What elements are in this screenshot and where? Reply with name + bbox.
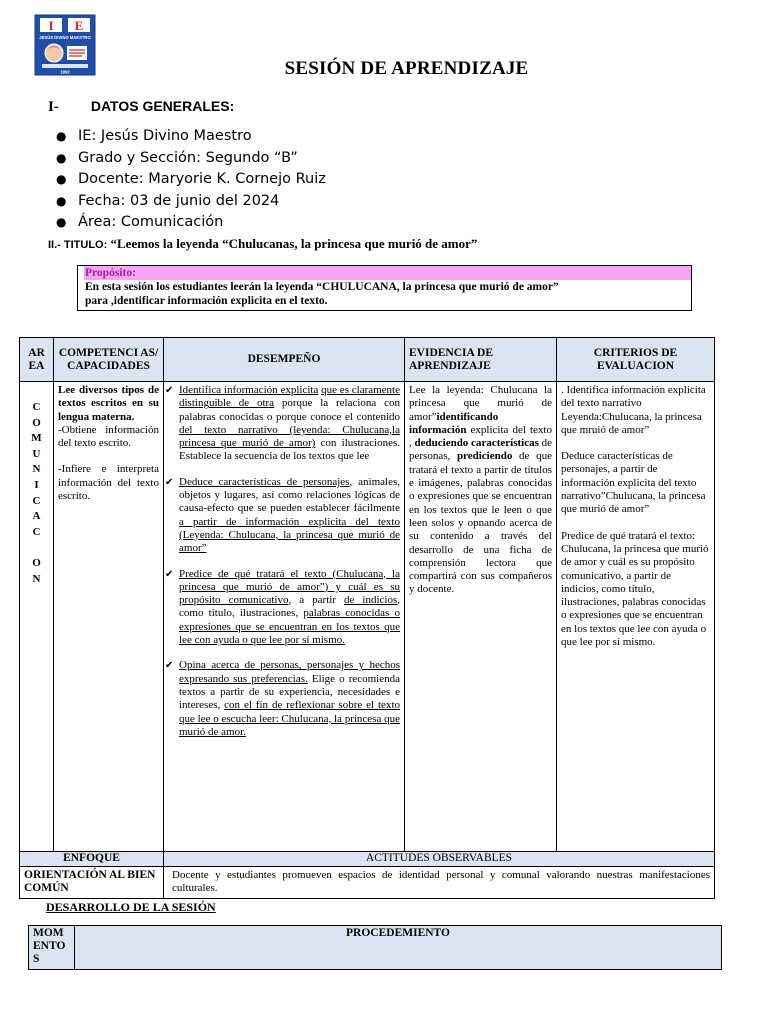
bullet-icon: ● [56, 150, 67, 165]
procedure-table [28, 925, 722, 970]
area-letter: O [32, 556, 41, 569]
header-competencias: COMPETENCI AS/ CAPACIDADES [54, 338, 164, 382]
evidencia-part: identificando información [409, 410, 499, 436]
section-1-number: I- [48, 99, 59, 115]
learning-table [19, 337, 715, 899]
desarrollo-heading: DESARROLLO DE LA SESIÓN [46, 900, 216, 914]
evidencia-part: deduciendo características [414, 437, 539, 450]
area-letter: M [31, 432, 42, 445]
desempeno-item-3 [165, 568, 400, 648]
area-letter: C [32, 525, 41, 538]
logo-school-name: JESÚS DIVINO MAESTRO [39, 35, 91, 40]
criterio-2: Deduce características de personajes, a partir de información explicita del texto narrativo”Chulucana, la princesa que murió de amor” [561, 450, 706, 516]
header-area: AR EA [20, 338, 54, 382]
procedimiento-header: PROCEDEMIENTO [75, 926, 722, 970]
list-item [56, 212, 326, 234]
d3-part: , a partir [288, 594, 345, 607]
d3-part: palabras conocidas o expresiones que se encuentran en los textos que lee con ayuda o que lee por sí mismo. [179, 607, 400, 647]
purpose-box [77, 265, 692, 311]
area-letter [24, 540, 49, 556]
area-letter: U [32, 447, 41, 460]
capacidad-1: -Obtiene información del texto escrito. [58, 423, 159, 450]
section-1-label: DATOS GENERALES: [90, 98, 235, 114]
orientacion-row [20, 867, 715, 899]
momentos-header: MOM ENTO S [29, 926, 75, 970]
bullet-icon: ● [56, 129, 67, 143]
page-title: SESIÓN DE APRENDIZAJE [284, 58, 529, 79]
d2-part: a partir de información explicita del texto (Leyenda: Chulucana, la princesa que murió de amor” [179, 515, 400, 555]
check-icon: ✔ [165, 385, 174, 396]
info-grade: Grado y Sección: Segundo “B” [78, 149, 298, 166]
list-item [56, 191, 326, 213]
evidencia-part: de personas, [409, 437, 552, 463]
bullet-icon: ● [56, 215, 67, 229]
evidencia-cell [405, 382, 557, 852]
evidencia-part: de que tratará el texto a partir de títulos e imágenes, palabras conocidas o expresiones que se encuentran en los textos que le leen o que leen solos y opnando acerca de su contenido a través del desarrollo de una ficha de comprensión lectora que compartirá con sus compañeros y docente. [409, 450, 552, 596]
orientacion-text: Docente y estudiantes promueven espacios de identidad personal y comunal valorando nuestras manifestaciones culturales. [164, 867, 715, 899]
criterio-3: Predice de qué tratará el texto: Chulucana, la princesa que murió de amor y cuál es su propósito comunicativo, a partir de indicios, como título, ilustraciones, palabras conocidas o expresiones que se encuentran en los textos que lee con ayuda o que lee por sí mismo. [561, 529, 709, 649]
purpose-line-1: En esta sesión los estudiantes leerán la leyenda “CHULUCANA, la princesa que murió de amor” [85, 281, 559, 293]
logo-year: 1992 [60, 69, 70, 75]
capacidad-2: -Infiere e interpreta información del texto escrito. [58, 463, 159, 503]
d3-part: de indicios [344, 594, 398, 607]
evidencia-part: prediciendo [456, 450, 513, 463]
check-icon: ✔ [165, 476, 174, 488]
desempeno-item-4 [165, 659, 400, 739]
area-letter: N [32, 572, 41, 585]
check-icon: ✔ [165, 568, 174, 580]
desempeno-item-1 [165, 384, 400, 464]
header-criterios: CRITERIOS DE EVALUACION [557, 338, 715, 382]
list-item [56, 148, 326, 170]
general-data-list [56, 126, 326, 234]
d1-part: porque la relaciona con palabras conocidas o porque conoce el contenido [179, 397, 400, 423]
d4-part: Opina acerca de personas, personajes y hechos expresando sus preferencias. [179, 659, 400, 685]
area-letter: C [32, 494, 41, 507]
orientacion-label: ORIENTACIÓN AL BIEN COMÚN [20, 867, 164, 899]
table-row [20, 382, 715, 852]
desempeno-cell [164, 382, 405, 852]
header-desempeno: DESEMPEÑO [164, 338, 405, 382]
area-letter: I [34, 478, 39, 491]
d1-part: con ilustraciones. Establece la secuencia de los textos que lee [179, 437, 400, 463]
logo-letter-i: I [48, 18, 54, 33]
bullet-icon: ● [56, 193, 67, 208]
actitudes-label: ACTITUDES OBSERVABLES [164, 852, 715, 867]
area-cell [20, 382, 54, 852]
section-2-label: II.- TITULO: [48, 239, 108, 251]
d4-part: Elige o recomienda textos a partir de su experiencia, necesidades e intereses, [179, 672, 400, 712]
section-1-heading [48, 98, 234, 116]
section-2-text: “Leemos la leyenda “Chulucanas, la princesa que murió de amor” [110, 236, 478, 251]
d1-part: del texto narrativo (leyenda: Chulucana,la princesa que murió de amor) [179, 423, 400, 450]
header-evidencia: EVIDENCIA DE APRENDIZAJE [405, 338, 557, 382]
bullet-icon: ● [56, 172, 67, 186]
procedure-header-row [29, 926, 722, 970]
criterio-1: . Identifica información explicita del texto narrativo Leyenda:Chulucana, la princesa que mruió de amor” [561, 384, 706, 436]
d1-part: que es claramente distinguible de otra [179, 384, 400, 410]
section-2-title [48, 236, 477, 252]
area-letter: A [32, 510, 41, 523]
purpose-line-2: para ,identificar información explicita en el texto. [85, 295, 328, 307]
table-header-row [20, 338, 715, 382]
check-icon: ✔ [165, 660, 174, 672]
area-letter: N [32, 463, 41, 476]
criterios-cell [557, 382, 715, 852]
area-letter: C [32, 401, 41, 413]
logo-letter-e: E [74, 18, 84, 33]
list-item [56, 126, 326, 148]
d1-part: Identifica información explicita [179, 384, 319, 396]
evidencia-part: explicita del texto , [409, 423, 552, 450]
info-date: Fecha: 03 de junio del 2024 [78, 192, 280, 209]
competencia-title: Lee diversos tipos de textos escritos en su lengua materna. [58, 384, 159, 423]
info-area: Área: Comunicación [78, 214, 224, 230]
info-teacher: Docente: Maryorie K. Cornejo Ruiz [78, 171, 326, 187]
area-letter: O [32, 416, 41, 429]
purpose-heading: Propósito: [84, 266, 691, 280]
d2-part: Deduce características de personajes [179, 475, 350, 488]
info-school: IE: Jesús Divino Maestro [78, 128, 252, 144]
d3-part: , como título, ilustraciones, [179, 594, 401, 620]
list-item [56, 169, 326, 191]
d3-part: Predice de qué tratará el texto (Chulucana, la princesa que murió de amor”) y cuál es su propósito comunicativo [179, 567, 400, 607]
competencia-cell [54, 382, 164, 852]
desempeno-item-2 [165, 476, 400, 556]
enfoque-row [20, 852, 715, 867]
enfoque-label: ENFOQUE [20, 852, 164, 867]
d2-part: , animales, objetos y lugares, así como relaciones lógicas de causa-efecto que se pueden establecer fácilmente [179, 475, 400, 515]
evidencia-part: Lee la leyenda: Chulucana la princesa que murió de amor” [409, 384, 552, 423]
d4-part: con el fin de reflexionar sobre el texto que lee o escucha leer: Chulucana, la princesa que murió de amor. [179, 699, 400, 738]
